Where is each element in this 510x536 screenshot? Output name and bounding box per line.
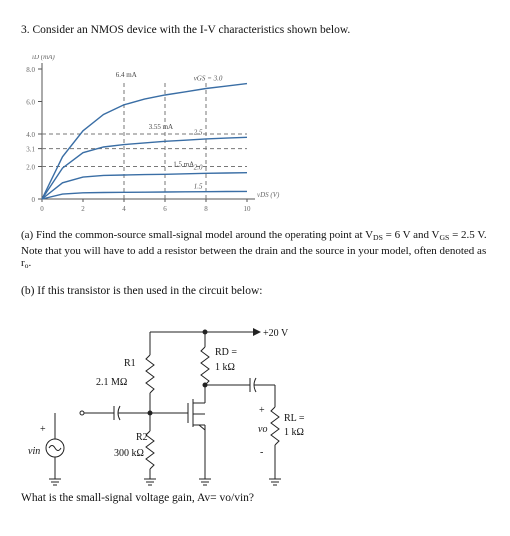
circuit-diagram <box>0 315 340 495</box>
y-tick-label: 6.0 <box>26 98 35 107</box>
supply-label: +20 V <box>263 328 289 339</box>
ro-subscript: o <box>24 261 29 270</box>
x-tick-label: 4 <box>122 205 126 213</box>
r1-value: 2.1 MΩ <box>96 377 128 388</box>
vo-label: vo <box>258 424 268 435</box>
part-a-text-2: = 6 V and V <box>382 229 440 241</box>
y-tick-label: 8.0 <box>26 66 35 74</box>
output-plus: + <box>259 405 265 416</box>
output-minus: - <box>260 447 264 458</box>
rl-name: RL = <box>284 413 305 424</box>
r2-value: 300 kΩ <box>114 448 144 459</box>
x-axis-label: vDS (V) <box>257 191 280 199</box>
series-line-2 <box>42 137 247 199</box>
part-a-text-4: . <box>28 257 32 269</box>
chart-series <box>42 84 247 199</box>
series-label-4: 1.5 <box>193 182 203 191</box>
series-label-1: vGS = 3.0 <box>193 74 223 83</box>
x-tick-label: 10 <box>243 205 251 213</box>
series-label-2: 2.5 <box>193 128 203 137</box>
supply-arrow <box>253 328 261 336</box>
y-tick-label: 3.1 <box>26 145 35 154</box>
part-a-text <box>21 229 491 273</box>
vds-subscript: DS <box>373 233 383 242</box>
rd-resistor <box>201 347 209 385</box>
input-plus: + <box>40 424 46 435</box>
series-line-3 <box>42 173 247 199</box>
r1-name: R1 <box>124 358 136 369</box>
r2-name: R2 <box>136 432 148 443</box>
iv-chart <box>0 55 300 220</box>
vin-label: vin <box>28 446 41 457</box>
x-tick-label: 0 <box>40 205 44 213</box>
y-tick-label: 2.0 <box>26 163 35 172</box>
r1-resistor <box>146 355 154 393</box>
question-text: What is the small-signal voltage gain, Av= vo/vin? <box>21 492 255 504</box>
rl-value: 1 kΩ <box>284 427 304 438</box>
part-a-text-3: = 2.5 V. Note that you will have to add a resistor between the drain and the source in your model, often denoted as r <box>21 229 487 269</box>
rl-resistor <box>271 407 279 445</box>
y-axis-label: iD (mA) <box>32 55 55 61</box>
rd-name: RD = <box>215 347 238 358</box>
x-tick-label: 8 <box>204 205 208 213</box>
annotation-1: 6.4 mA <box>115 71 137 80</box>
vgs-subscript: GS <box>439 233 450 242</box>
problem-heading: 3. Consider an NMOS device with the I-V characteristics shown below. <box>21 24 351 36</box>
input-terminal <box>80 411 84 415</box>
series-label-3: 2.0 <box>193 163 203 172</box>
y-tick-label: 0 <box>31 196 35 204</box>
y-tick-label: 4.0 <box>26 131 35 139</box>
x-tick-label: 6 <box>163 205 167 213</box>
x-tick-label: 2 <box>81 205 85 213</box>
part-a-text-1: (a) Find the common-source small-signal model around the operating point at V <box>21 229 374 241</box>
series-line-1 <box>42 84 247 199</box>
chart-reference-lines <box>42 80 247 199</box>
rd-value: 1 kΩ <box>215 362 235 373</box>
annotation-2: 3.55 mA <box>148 123 174 132</box>
part-b-text: (b) If this transistor is then used in the circuit below: <box>21 285 263 297</box>
annotation-3: 1.5 mA <box>173 160 195 169</box>
series-line-4 <box>42 191 247 199</box>
